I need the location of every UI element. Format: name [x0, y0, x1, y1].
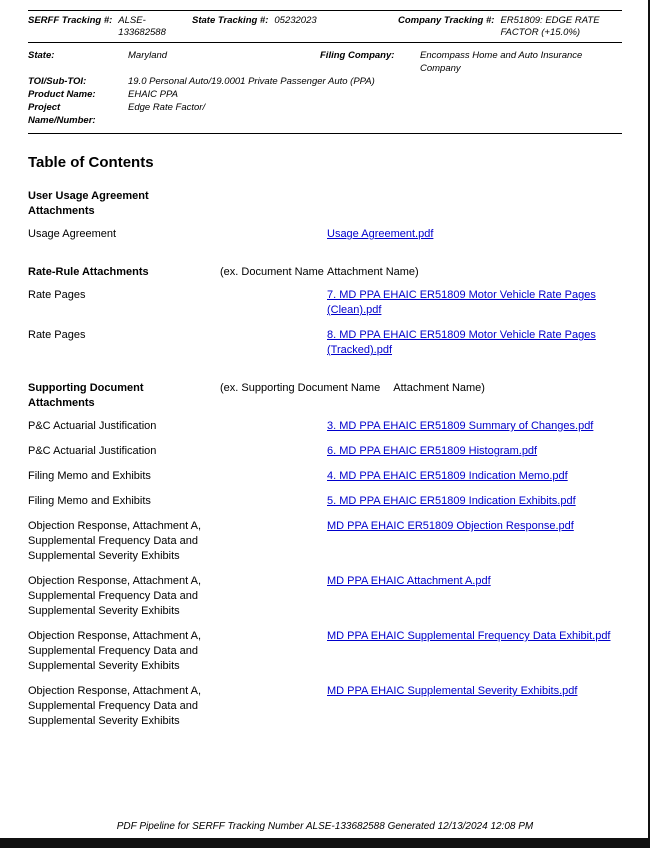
meta-row-product [28, 88, 622, 101]
document-name: Rate Pages [28, 289, 86, 301]
page-edge-bottom [0, 838, 650, 848]
state-tracking-value: 05232023 [274, 15, 317, 26]
section-note-attachment-name: Attachment Name) [393, 382, 485, 394]
document-name: Objection Response, Attachment A, Supplemental Frequency Data and Supplemental Severity Exhibits [28, 575, 202, 617]
toc-row [28, 519, 622, 564]
toc-row [28, 494, 622, 509]
divider [28, 133, 622, 134]
toi-label: TOI/Sub-TOI: [28, 76, 87, 87]
document-name: Objection Response, Attachment A, Supplemental Frequency Data and Supplemental Severity Exhibits [28, 685, 202, 727]
toc-row [28, 419, 622, 434]
document-name: Objection Response, Attachment A, Supplemental Frequency Data and Supplemental Severity Exhibits [28, 520, 202, 562]
state-label: State: [28, 50, 55, 61]
document-name: P&C Actuarial Justification [28, 420, 157, 432]
serff-tracking-label: SERFF Tracking #: [28, 15, 113, 26]
page-title: Table of Contents [28, 154, 154, 171]
attachment-link[interactable]: 3. MD PPA EHAIC ER51809 Summary of Changes.pdf [327, 420, 594, 432]
attachment-link[interactable]: MD PPA EHAIC Supplemental Frequency Data Exhibit.pdf [327, 630, 611, 642]
toc-row [28, 227, 622, 242]
meta-row-project [28, 101, 622, 127]
document-name: Filing Memo and Exhibits [28, 470, 151, 482]
company-tracking [398, 15, 622, 39]
meta-row-toi [28, 75, 622, 88]
pdf-pipeline-footer: PDF Pipeline for SERFF Tracking Number ALSE-133682588 Generated 12/13/2024 12:08 PM [116, 821, 534, 832]
toc-row [28, 574, 622, 619]
project-name-label: Project Name/Number: [28, 102, 96, 126]
attachment-link[interactable]: 7. MD PPA EHAIC ER51809 Motor Vehicle Rate Pages (Clean).pdf [327, 289, 596, 316]
section-note-document-name: (ex. Document Name [220, 266, 324, 278]
attachment-link[interactable]: 6. MD PPA EHAIC ER51809 Histogram.pdf [327, 445, 538, 457]
project-name-value: Edge Rate Factor/ [128, 102, 206, 113]
toc-row [28, 629, 622, 674]
document-name: P&C Actuarial Justification [28, 445, 157, 457]
section-heading-row [28, 189, 622, 219]
section-note-document-name: (ex. Supporting Document Name [220, 382, 381, 394]
toi-value: 19.0 Personal Auto/19.0001 Private Passenger Auto (PPA) [128, 76, 375, 87]
company-tracking-value: ER51809: EDGE RATE FACTOR (+15.0%) [500, 15, 600, 38]
toc-row [28, 288, 622, 318]
tracking-header [0, 11, 650, 42]
document-name: Usage Agreement [28, 228, 117, 240]
attachment-link[interactable]: 4. MD PPA EHAIC ER51809 Indication Memo.pdf [327, 470, 568, 482]
attachment-link[interactable]: MD PPA EHAIC Supplemental Severity Exhibits.pdf [327, 685, 578, 697]
section-note [220, 381, 622, 411]
toc-section-rate-rule [28, 265, 622, 358]
state-tracking-label: State Tracking #: [192, 15, 269, 26]
toc-row [28, 444, 622, 459]
section-heading-row [28, 381, 622, 411]
attachment-link[interactable]: Usage Agreement.pdf [327, 228, 434, 240]
attachment-link[interactable]: MD PPA EHAIC ER51809 Objection Response.pdf [327, 520, 574, 532]
product-name-value: EHAIC PPA [128, 89, 178, 100]
attachment-link[interactable]: 5. MD PPA EHAIC ER51809 Indication Exhibits.pdf [327, 495, 576, 507]
section-note-attachment-name: Attachment Name) [327, 266, 419, 278]
state-tracking [192, 15, 398, 39]
section-heading: Rate-Rule Attachments [28, 266, 149, 278]
document-name: Rate Pages [28, 329, 86, 341]
section-heading-row [28, 265, 622, 280]
document-name: Filing Memo and Exhibits [28, 495, 151, 507]
attachment-link[interactable]: 8. MD PPA EHAIC ER51809 Motor Vehicle Rate Pages (Tracked).pdf [327, 329, 596, 356]
toc-row [28, 328, 622, 358]
product-name-label: Product Name: [28, 89, 96, 100]
table-of-contents [0, 154, 650, 729]
toc-section-user-usage-agreement [28, 189, 622, 242]
filing-company-value: Encompass Home and Auto Insurance Company [420, 50, 583, 74]
document-name: Objection Response, Attachment A, Supplemental Frequency Data and Supplemental Severity Exhibits [28, 630, 202, 672]
serff-tracking-value: ALSE-133682588 [118, 15, 166, 38]
section-heading: User Usage Agreement Attachments [28, 190, 149, 217]
toc-row [28, 469, 622, 484]
state-value: Maryland [128, 50, 168, 61]
section-heading: Supporting Document Attachments [28, 382, 144, 409]
serff-tracking [28, 15, 192, 39]
filing-company-label: Filing Company: [320, 50, 395, 61]
filing-meta [0, 43, 650, 133]
company-tracking-label: Company Tracking #: [398, 15, 495, 26]
toc-section-supporting-documents [28, 381, 622, 729]
meta-row-state [28, 49, 622, 75]
toc-row [28, 684, 622, 729]
attachment-link[interactable]: MD PPA EHAIC Attachment A.pdf [327, 575, 491, 587]
